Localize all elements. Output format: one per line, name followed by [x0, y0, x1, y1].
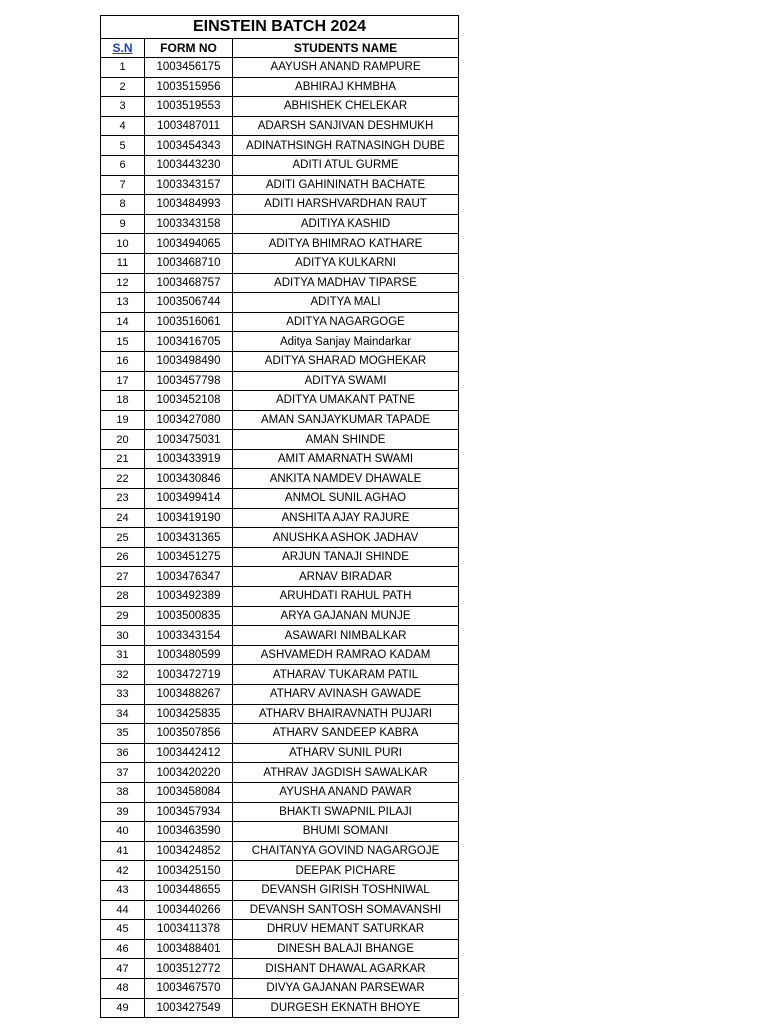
table-row [101, 841, 459, 861]
cell-sn: 44 [101, 900, 145, 920]
cell-sn: 35 [101, 724, 145, 744]
table-row [101, 253, 459, 273]
cell-form-no: 1003454343 [145, 136, 233, 156]
table-row [101, 469, 459, 489]
cell-student-name: ATHARV AVINASH GAWADE [233, 685, 459, 705]
cell-sn: 12 [101, 273, 145, 293]
cell-form-no: 1003480599 [145, 645, 233, 665]
table-row [101, 312, 459, 332]
cell-student-name: AMIT AMARNATH SWAMI [233, 449, 459, 469]
cell-form-no: 1003476347 [145, 567, 233, 587]
table-row [101, 802, 459, 822]
cell-student-name: ANUSHKA ASHOK JADHAV [233, 528, 459, 548]
table-row [101, 606, 459, 626]
cell-sn: 17 [101, 371, 145, 391]
cell-sn: 10 [101, 234, 145, 254]
cell-student-name: ADITYA MADHAV TIPARSE [233, 273, 459, 293]
cell-student-name: ADITYA SHARAD MOGHEKAR [233, 351, 459, 371]
cell-student-name: ADITYA BHIMRAO KATHARE [233, 234, 459, 254]
table-body [101, 58, 459, 1018]
table-row [101, 998, 459, 1018]
cell-sn: 36 [101, 743, 145, 763]
table-row [101, 175, 459, 195]
table-row [101, 822, 459, 842]
cell-sn: 16 [101, 351, 145, 371]
cell-form-no: 1003506744 [145, 293, 233, 313]
table-row [101, 959, 459, 979]
cell-form-no: 1003487011 [145, 116, 233, 136]
cell-student-name: DEVANSH GIRISH TOSHNIWAL [233, 880, 459, 900]
header-row [101, 39, 459, 58]
table-row [101, 978, 459, 998]
cell-form-no: 1003451275 [145, 547, 233, 567]
cell-student-name: ADITIYA KASHID [233, 214, 459, 234]
cell-sn: 25 [101, 528, 145, 548]
cell-student-name: ATHARV SUNIL PURI [233, 743, 459, 763]
cell-sn: 40 [101, 822, 145, 842]
table-row [101, 332, 459, 352]
cell-sn: 15 [101, 332, 145, 352]
table-row [101, 861, 459, 881]
cell-student-name: ADITYA KULKARNI [233, 253, 459, 273]
cell-sn: 21 [101, 449, 145, 469]
table-row [101, 430, 459, 450]
cell-sn: 7 [101, 175, 145, 195]
table-row [101, 704, 459, 724]
cell-student-name: ARYA GAJANAN MUNJE [233, 606, 459, 626]
cell-student-name: ARUHDATI RAHUL PATH [233, 587, 459, 607]
table-row [101, 763, 459, 783]
cell-sn: 13 [101, 293, 145, 313]
cell-student-name: ANMOL SUNIL AGHAO [233, 489, 459, 509]
table-row [101, 587, 459, 607]
cell-form-no: 1003498490 [145, 351, 233, 371]
cell-student-name: AMAN SHINDE [233, 430, 459, 450]
table-row [101, 920, 459, 940]
cell-sn: 32 [101, 665, 145, 685]
cell-sn: 38 [101, 782, 145, 802]
cell-student-name: AAYUSH ANAND RAMPURE [233, 58, 459, 78]
cell-sn: 37 [101, 763, 145, 783]
cell-sn: 39 [101, 802, 145, 822]
cell-sn: 4 [101, 116, 145, 136]
cell-form-no: 1003343158 [145, 214, 233, 234]
table-row [101, 547, 459, 567]
cell-student-name: Aditya Sanjay Maindarkar [233, 332, 459, 352]
cell-student-name: ATHARV BHAIRAVNATH PUJARI [233, 704, 459, 724]
cell-form-no: 1003411378 [145, 920, 233, 940]
cell-form-no: 1003457934 [145, 802, 233, 822]
cell-form-no: 1003430846 [145, 469, 233, 489]
cell-student-name: ADITI HARSHVARDHAN RAUT [233, 195, 459, 215]
cell-student-name: ABHIRAJ KHMBHA [233, 77, 459, 97]
cell-sn: 19 [101, 410, 145, 430]
cell-form-no: 1003488401 [145, 939, 233, 959]
cell-form-no: 1003427549 [145, 998, 233, 1018]
cell-form-no: 1003492389 [145, 587, 233, 607]
table-row [101, 665, 459, 685]
table-row [101, 155, 459, 175]
cell-student-name: BHUMI SOMANI [233, 822, 459, 842]
cell-student-name: ATHARAV TUKARAM PATIL [233, 665, 459, 685]
cell-form-no: 1003512772 [145, 959, 233, 979]
cell-form-no: 1003433919 [145, 449, 233, 469]
title-row [101, 16, 459, 39]
cell-sn: 34 [101, 704, 145, 724]
cell-student-name: ARNAV BIRADAR [233, 567, 459, 587]
cell-student-name: AYUSHA ANAND PAWAR [233, 782, 459, 802]
cell-form-no: 1003425835 [145, 704, 233, 724]
cell-form-no: 1003427080 [145, 410, 233, 430]
table-row [101, 195, 459, 215]
cell-form-no: 1003443230 [145, 155, 233, 175]
cell-sn: 11 [101, 253, 145, 273]
cell-form-no: 1003456175 [145, 58, 233, 78]
table-row [101, 782, 459, 802]
table-row [101, 939, 459, 959]
table-row [101, 351, 459, 371]
cell-student-name: ADITI ATUL GURME [233, 155, 459, 175]
cell-form-no: 1003442412 [145, 743, 233, 763]
table-row [101, 743, 459, 763]
cell-sn: 1 [101, 58, 145, 78]
column-header-students-name: STUDENTS NAME [233, 39, 459, 58]
cell-form-no: 1003448655 [145, 880, 233, 900]
cell-student-name: DIVYA GAJANAN PARSEWAR [233, 978, 459, 998]
cell-student-name: DINESH BALAJI BHANGE [233, 939, 459, 959]
cell-sn: 26 [101, 547, 145, 567]
cell-form-no: 1003472719 [145, 665, 233, 685]
cell-student-name: ARJUN TANAJI SHINDE [233, 547, 459, 567]
cell-form-no: 1003494065 [145, 234, 233, 254]
cell-student-name: ANKITA NAMDEV DHAWALE [233, 469, 459, 489]
cell-sn: 41 [101, 841, 145, 861]
table-row [101, 77, 459, 97]
table-title: EINSTEIN BATCH 2024 [101, 16, 459, 39]
cell-student-name: DISHANT DHAWAL AGARKAR [233, 959, 459, 979]
table-row [101, 645, 459, 665]
cell-student-name: ADITYA MALI [233, 293, 459, 313]
cell-student-name: CHAITANYA GOVIND NAGARGOJE [233, 841, 459, 861]
table-row [101, 371, 459, 391]
table-row [101, 626, 459, 646]
table-row [101, 116, 459, 136]
cell-student-name: AMAN SANJAYKUMAR TAPADE [233, 410, 459, 430]
table-row [101, 58, 459, 78]
cell-form-no: 1003440266 [145, 900, 233, 920]
cell-sn: 47 [101, 959, 145, 979]
table-row [101, 410, 459, 430]
cell-student-name: DURGESH EKNATH BHOYE [233, 998, 459, 1018]
cell-student-name: ADITI GAHININATH BACHATE [233, 175, 459, 195]
table-row [101, 880, 459, 900]
cell-student-name: ABHISHEK CHELEKAR [233, 97, 459, 117]
cell-form-no: 1003516061 [145, 312, 233, 332]
cell-student-name: ATHARV SANDEEP KABRA [233, 724, 459, 744]
cell-form-no: 1003452108 [145, 391, 233, 411]
cell-sn: 29 [101, 606, 145, 626]
column-header-sn[interactable]: S.N [101, 39, 145, 58]
table-row [101, 685, 459, 705]
cell-form-no: 1003343157 [145, 175, 233, 195]
table-row [101, 567, 459, 587]
cell-form-no: 1003507856 [145, 724, 233, 744]
cell-student-name: BHAKTI SWAPNIL PILAJI [233, 802, 459, 822]
cell-sn: 3 [101, 97, 145, 117]
cell-sn: 20 [101, 430, 145, 450]
cell-sn: 45 [101, 920, 145, 940]
cell-sn: 23 [101, 489, 145, 509]
cell-form-no: 1003425150 [145, 861, 233, 881]
table-row [101, 136, 459, 156]
table-row [101, 508, 459, 528]
cell-student-name: DEEPAK PICHARE [233, 861, 459, 881]
cell-student-name: DHRUV HEMANT SATURKAR [233, 920, 459, 940]
cell-student-name: ASHVAMEDH RAMRAO KADAM [233, 645, 459, 665]
table-row [101, 528, 459, 548]
cell-sn: 30 [101, 626, 145, 646]
cell-form-no: 1003343154 [145, 626, 233, 646]
cell-student-name: ATHRAV JAGDISH SAWALKAR [233, 763, 459, 783]
cell-form-no: 1003457798 [145, 371, 233, 391]
cell-form-no: 1003499414 [145, 489, 233, 509]
cell-sn: 42 [101, 861, 145, 881]
cell-form-no: 1003463590 [145, 822, 233, 842]
cell-sn: 24 [101, 508, 145, 528]
column-header-form-no: FORM NO [145, 39, 233, 58]
cell-sn: 33 [101, 685, 145, 705]
table-row [101, 273, 459, 293]
table-row [101, 293, 459, 313]
cell-form-no: 1003416705 [145, 332, 233, 352]
cell-sn: 27 [101, 567, 145, 587]
table-row [101, 724, 459, 744]
table-row [101, 449, 459, 469]
cell-form-no: 1003431365 [145, 528, 233, 548]
cell-student-name: ADITYA SWAMI [233, 371, 459, 391]
cell-sn: 6 [101, 155, 145, 175]
cell-sn: 14 [101, 312, 145, 332]
cell-form-no: 1003420220 [145, 763, 233, 783]
cell-sn: 48 [101, 978, 145, 998]
cell-sn: 22 [101, 469, 145, 489]
cell-student-name: ADARSH SANJIVAN DESHMUKH [233, 116, 459, 136]
cell-sn: 9 [101, 214, 145, 234]
cell-sn: 2 [101, 77, 145, 97]
cell-sn: 43 [101, 880, 145, 900]
students-table [100, 15, 459, 1018]
cell-form-no: 1003468710 [145, 253, 233, 273]
table-row [101, 214, 459, 234]
table-row [101, 97, 459, 117]
cell-form-no: 1003488267 [145, 685, 233, 705]
cell-sn: 18 [101, 391, 145, 411]
cell-student-name: ASAWARI NIMBALKAR [233, 626, 459, 646]
cell-form-no: 1003500835 [145, 606, 233, 626]
cell-student-name: DEVANSH SANTOSH SOMAVANSHI [233, 900, 459, 920]
cell-sn: 8 [101, 195, 145, 215]
cell-student-name: ANSHITA AJAY RAJURE [233, 508, 459, 528]
cell-form-no: 1003458084 [145, 782, 233, 802]
cell-sn: 49 [101, 998, 145, 1018]
table-row [101, 900, 459, 920]
cell-form-no: 1003484993 [145, 195, 233, 215]
cell-form-no: 1003467570 [145, 978, 233, 998]
cell-form-no: 1003515956 [145, 77, 233, 97]
cell-sn: 31 [101, 645, 145, 665]
cell-student-name: ADITYA UMAKANT PATNE [233, 391, 459, 411]
cell-student-name: ADINATHSINGH RATNASINGH DUBE [233, 136, 459, 156]
cell-form-no: 1003475031 [145, 430, 233, 450]
cell-student-name: ADITYA NAGARGOGE [233, 312, 459, 332]
cell-form-no: 1003419190 [145, 508, 233, 528]
table-row [101, 234, 459, 254]
cell-sn: 28 [101, 587, 145, 607]
cell-sn: 5 [101, 136, 145, 156]
cell-sn: 46 [101, 939, 145, 959]
cell-form-no: 1003519553 [145, 97, 233, 117]
cell-form-no: 1003468757 [145, 273, 233, 293]
table-row [101, 489, 459, 509]
cell-form-no: 1003424852 [145, 841, 233, 861]
table-row [101, 391, 459, 411]
